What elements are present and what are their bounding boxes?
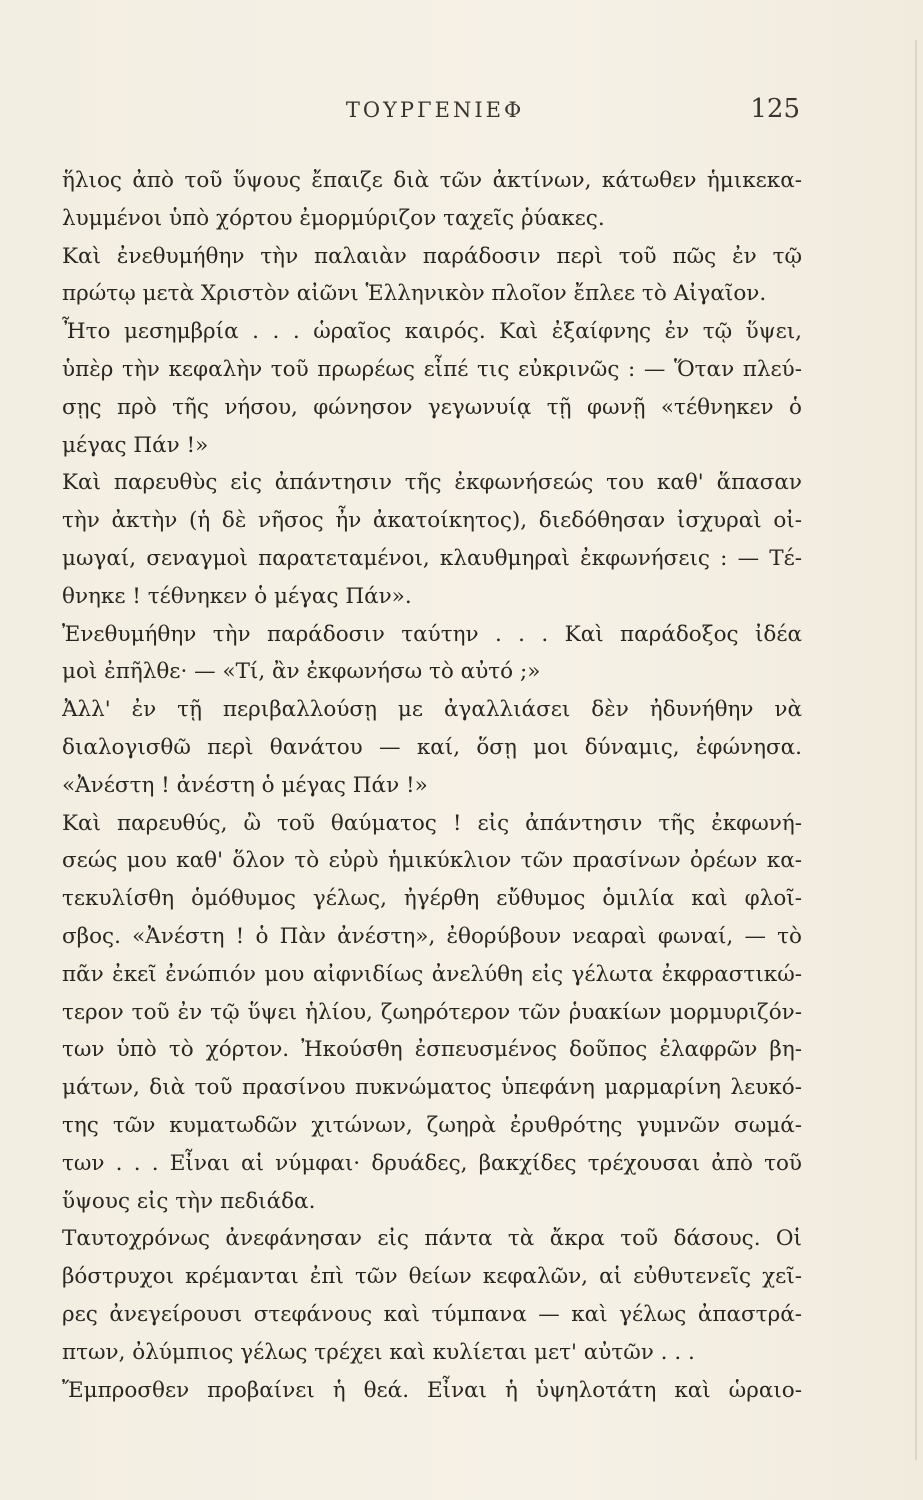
text-line: «Ἀνέστη ! ἀνέστη ὁ μέγας Πάν !» bbox=[62, 772, 428, 798]
text-line: Ἀλλ' ἐν τῇ περιβαλλούσῃ με ἀγαλλιάσει δὲν ἠδυνήθην νὰ bbox=[62, 697, 802, 723]
text-line: της τῶν κυματωδῶν χιτώνων, ζωηρὰ ἐρυθρότης γυμνῶν σωμά- bbox=[62, 1112, 802, 1138]
text-line: μάτων, διὰ τοῦ πρασίνου πυκνώματος ὑπεφάνη μαρμαρίνη λευκό- bbox=[62, 1075, 802, 1101]
text-line: ἥλιος ἀπὸ τοῦ ὕψους ἔπαιζε διὰ τῶν ἀκτίνων, κάτωθεν ἡμικεκα- bbox=[62, 168, 802, 193]
text-line: των . . . Εἶναι αἱ νύμφαι· δρυάδες, βακχίδες τρέχουσαι ἀπὸ τοῦ bbox=[62, 1150, 802, 1176]
body-text bbox=[62, 162, 802, 1409]
text-line: πρώτῳ μετὰ Χριστὸν αἰῶνι Ἑλληνικὸν πλοῖον ἔπλεε τὸ Αἰγαῖον. bbox=[62, 281, 767, 307]
text-line: διαλογισθῶ περὶ θανάτου — καί, ὅσῃ μοι δύναμις, ἐφώνησα. bbox=[62, 734, 802, 760]
text-line: σβος. «Ἀνέστη ! ὁ Πὰν ἀνέστη», ἐθορύβουν νεαραὶ φωναί, — τὸ bbox=[62, 923, 802, 949]
text-line: πᾶν ἐκεῖ ἐνώπιόν μου αἰφνιδίως ἀνελύθη εἰς γέλωτα ἐκφραστικώ- bbox=[62, 961, 802, 987]
text-line: τερον τοῦ ἐν τῷ ὕψει ἡλίου, ζωηρότερον τῶν ῥυακίων μορμυριζόν- bbox=[62, 999, 802, 1025]
text-line: πτων, ὀλύμπιος γέλως τρέχει καὶ κυλίεται μετ' αὐτῶν . . . bbox=[62, 1339, 695, 1365]
text-line: μοὶ ἐπῆλθε· — «Τί, ἂν ἐκφωνήσω τὸ αὐτό ;» bbox=[62, 659, 541, 685]
text-line: Καὶ ἐνεθυμήθην τὴν παλαιὰν παράδοσιν περὶ τοῦ πῶς ἐν τῷ bbox=[62, 243, 802, 269]
text-line: Καὶ παρευθὺς εἰς ἀπάντησιν τῆς ἐκφωνήσεώς του καθ' ἅπασαν bbox=[62, 470, 802, 496]
text-line: τὴν ἀκτὴν (ἡ δὲ νῆσος ἦν ἀκατοίκητος), διεδόθησαν ἰσχυραὶ οἰ- bbox=[62, 508, 802, 534]
text-line: θνηκε ! τέθνηκεν ὁ μέγας Πάν». bbox=[62, 583, 412, 609]
page-header bbox=[70, 94, 800, 132]
text-line: σεώς μου καθ' ὅλον τὸ εὐρὺ ἡμικύκλιον τῶν πρασίνων ὀρέων κα- bbox=[62, 848, 802, 874]
text-line: βόστρυχοι κρέμανται ἐπὶ τῶν θείων κεφαλῶν, αἱ εὐθυτενεῖς χεῖ- bbox=[62, 1264, 802, 1290]
text-line: μέγας Πάν !» bbox=[62, 432, 209, 458]
text-line: ὕψους εἰς τὴν πεδιάδα. bbox=[62, 1188, 316, 1214]
text-line: ὑπὲρ τὴν κεφαλὴν τοῦ πρωρέως εἶπέ τις εὐκρινῶς : — Ὅταν πλεύ- bbox=[62, 356, 802, 382]
page-edge bbox=[915, 40, 917, 1460]
text-line: σῃς πρὸ τῆς νήσου, φώνησον γεγωνυίᾳ τῇ φωνῇ «τέθνηκεν ὁ bbox=[62, 394, 802, 420]
text-line: μωγαί, σεναγμοὶ παρατεταμένοι, κλαυθμηραὶ ἐκφωνήσεις : — Τέ- bbox=[62, 545, 802, 571]
text-line: Ἔμπροσθεν προβαίνει ἡ θεά. Εἶναι ἡ ὑψηλοτάτη καὶ ὡραιο- bbox=[62, 1377, 802, 1403]
text-line: τεκυλίσθη ὁμόθυμος γέλως, ἠγέρθη εὔθυμος ὁμιλία καὶ φλοῖ- bbox=[62, 886, 802, 912]
running-title: ΤΟΥΡΓΕΝΙΕΦ bbox=[345, 98, 525, 122]
page-number: 125 bbox=[750, 94, 800, 124]
text-line: ρες ἀνεγείρουσι στεφάνους καὶ τύμπανα — καὶ γέλως ἀπαστρά- bbox=[62, 1301, 802, 1327]
text-line: Καὶ παρευθύς, ὢ τοῦ θαύματος ! εἰς ἀπάντησιν τῆς ἐκφωνή- bbox=[62, 810, 802, 836]
text-line: Ἦτο μεσημβρία . . . ὡραῖος καιρός. Καὶ ἐξαίφνης ἐν τῷ ὕψει, bbox=[62, 319, 802, 345]
text-line: των ὑπὸ τὸ χόρτον. Ἠκούσθη ἐσπευσμένος δοῦπος ἐλαφρῶν βη- bbox=[62, 1037, 802, 1063]
text-line: Ἐνεθυμήθην τὴν παράδοσιν ταύτην . . . Καὶ παράδοξος ἰδέα bbox=[62, 621, 802, 647]
text-line: Ταυτοχρόνως ἀνεφάνησαν εἰς πάντα τὰ ἄκρα τοῦ δάσους. Οἱ bbox=[62, 1226, 802, 1252]
text-line: λυμμένοι ὑπὸ χόρτου ἐμορμύριζον ταχεῖς ῥύακες. bbox=[62, 205, 605, 231]
